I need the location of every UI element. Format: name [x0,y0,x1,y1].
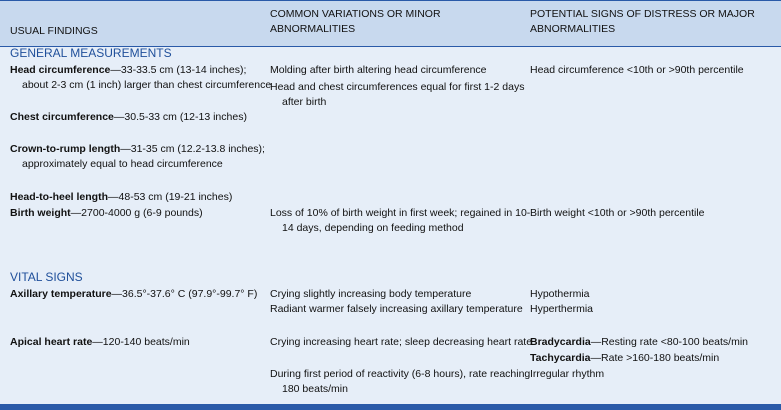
head-variation-equal: Head and chest circumferences equal for first 1-2 days after birth [270,81,525,108]
apical-heart-rate-finding [10,335,272,350]
crown-rump-finding [10,142,272,172]
axillary-temperature-finding [10,287,272,302]
birth-weight-label: Birth weight [10,207,71,219]
section-vital-signs: VITAL SIGNS [10,270,83,284]
head-circumference-text: —33-33.5 cm (13-14 inches); about 2-3 cm (1 inch) larger than chest circumference [22,64,272,91]
head-heel-text: —48-53 cm (19-21 inches) [108,191,233,203]
crown-rump-label: Crown-to-rump length [10,143,121,155]
crown-rump-text: —31-35 cm (12.2-13.8 inches); approximately equal to head circumference [22,143,265,170]
tachycardia-text: —Rate >160-180 beats/min [590,352,720,364]
head-heel-label: Head-to-heel length [10,191,109,203]
hr-variation-crying: Crying increasing heart rate; sleep decreasing heart rate [270,336,533,348]
hr-variation-reactivity: During first period of reactivity (6-8 hours), rate reaching 180 beats/min [270,368,531,395]
birth-weight-text: —2700-4000 g (6-9 pounds) [70,207,203,219]
hypothermia: Hypothermia [530,288,590,300]
temp-variation-warmer: Radiant warmer falsely increasing axillary temperature [270,303,523,315]
chest-circumference-finding [10,110,272,125]
apical-heart-rate-label: Apical heart rate [10,336,93,348]
temp-variation-crying: Crying slightly increasing body temperature [270,288,472,300]
head-circumference-finding [10,63,272,93]
apical-heart-rate-text: —120-140 beats/min [92,336,190,348]
birth-weight-variation: Loss of 10% of birth weight in first week; regained in 10-14 days, depending on feeding method [270,207,531,234]
header-potential-distress: POTENTIAL SIGNS OF DISTRESS OR MAJOR ABNORMALITIES [530,8,755,35]
hyperthermia: Hyperthermia [530,303,594,315]
head-variation-molding: Molding after birth altering head circumference [270,64,487,76]
chest-circumference-text: —30.5-33 cm (12-13 inches) [113,111,247,123]
footer-divider [0,404,781,410]
chest-circumference-label: Chest circumference [10,111,114,123]
birth-weight-distress: Birth weight <10th or >90th percentile [530,207,705,219]
table-header [0,0,781,46]
irregular-rhythm: Irregular rhythm [530,368,605,380]
head-heel-finding [10,190,272,205]
tachycardia-finding [530,351,780,366]
tachycardia-label: Tachycardia [530,352,591,364]
head-distress: Head circumference <10th or >90th percentile [530,64,744,76]
axillary-temperature-label: Axillary temperature [10,288,112,300]
bradycardia-text: —Resting rate <80-100 beats/min [590,336,748,348]
header-common-variations: COMMON VARIATIONS OR MINOR ABNORMALITIES [270,8,441,35]
header-usual-findings: USUAL FINDINGS [10,25,98,37]
head-circumference-label: Head circumference [10,64,111,76]
bradycardia-finding [530,335,780,350]
axillary-temperature-text: —36.5°-37.6° C (97.9°-99.7° F) [111,288,258,300]
section-general-measurements: GENERAL MEASUREMENTS [10,46,172,60]
birth-weight-finding [10,206,272,221]
bradycardia-label: Bradycardia [530,336,591,348]
